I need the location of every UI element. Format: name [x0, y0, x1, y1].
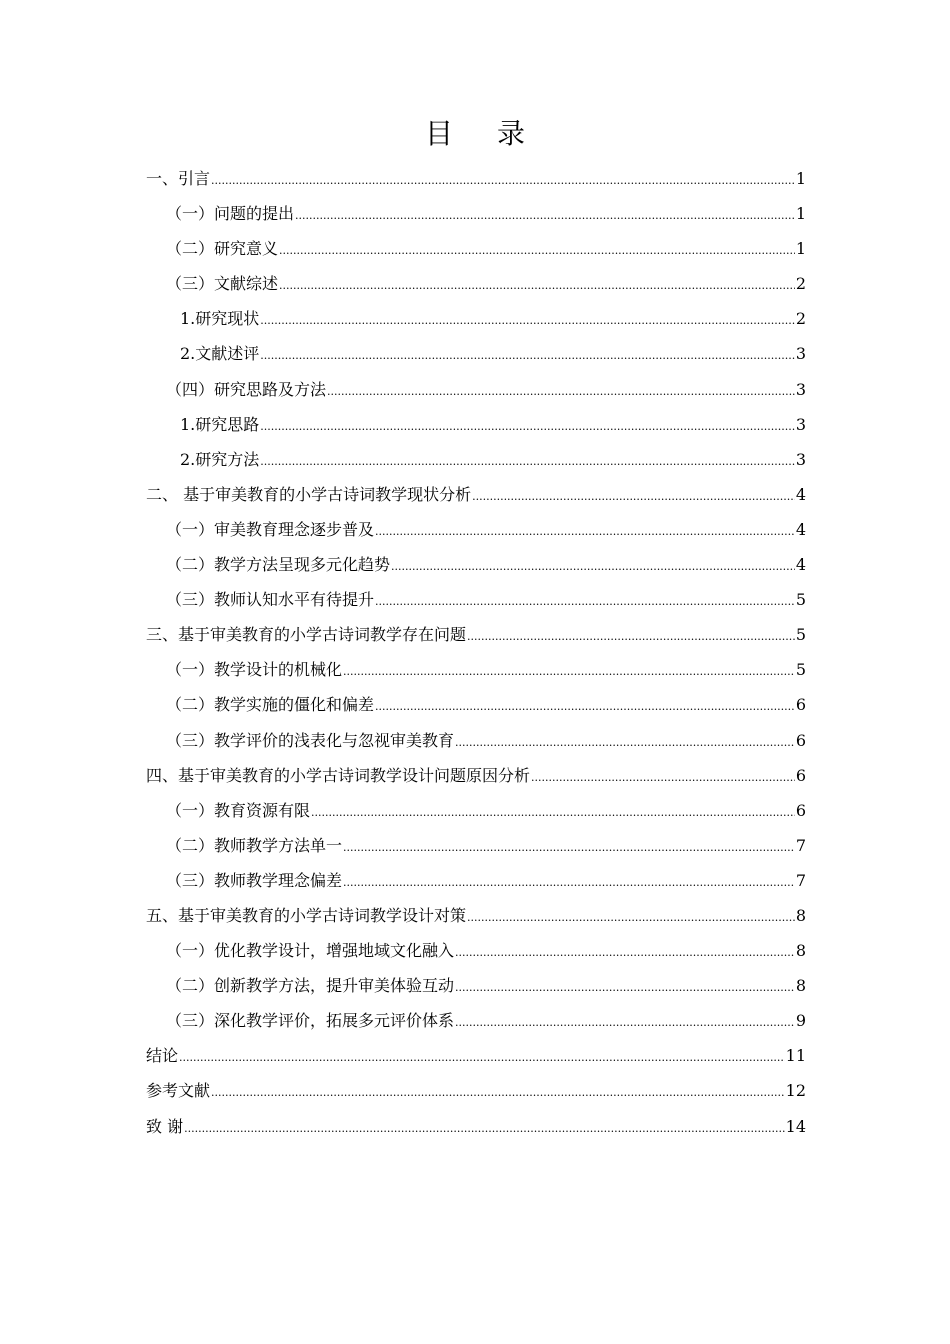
dot-leader [375, 689, 795, 724]
toc-entry[interactable] [146, 161, 806, 196]
toc-entry[interactable] [146, 372, 806, 407]
toc-entry[interactable] [146, 933, 806, 968]
toc-entry-label: 结论 [146, 1046, 179, 1066]
toc-entry-label: 2.研究方法 [180, 449, 260, 469]
toc-entry-page-number: 5 [795, 590, 806, 610]
toc-entry[interactable] [146, 758, 806, 793]
toc-entry-page-number: 6 [795, 800, 806, 820]
toc-entry-page-number: 3 [795, 344, 806, 364]
toc-entry[interactable] [146, 968, 806, 1003]
dot-leader [260, 303, 795, 338]
toc-entry-label: （一）教育资源有限 [166, 800, 311, 820]
toc-entry-page-number: 3 [795, 449, 806, 469]
dot-leader [391, 549, 795, 584]
toc-entry-label: （二）创新教学方法，提升审美体验互动 [166, 976, 455, 996]
toc-entry-label: 致 谢 [146, 1116, 184, 1136]
toc-entry-page-number: 6 [795, 730, 806, 750]
toc-entry[interactable] [146, 652, 806, 687]
dot-leader [455, 1005, 795, 1040]
toc-entry-label: 四、基于审美教育的小学古诗词教学设计问题原因分析 [146, 765, 531, 785]
title-char-1: 目 [424, 117, 453, 150]
dot-leader [211, 163, 795, 198]
dot-leader [375, 514, 795, 549]
dot-leader [184, 1111, 785, 1146]
dot-leader [311, 795, 795, 830]
toc-entry-page-number: 6 [795, 695, 806, 715]
toc-entry-label: （三）教师教学理念偏差 [166, 870, 343, 890]
toc-entry-page-number: 1 [795, 239, 806, 259]
toc-entry[interactable] [146, 1038, 806, 1073]
dot-leader [343, 865, 795, 900]
toc-entry-label: 1.研究思路 [180, 414, 260, 434]
toc-entry-label: （一）优化教学设计，增强地域文化融入 [166, 941, 455, 961]
toc-entry-label: （三）文献综述 [166, 274, 279, 294]
toc-entry-label: 1.研究现状 [180, 309, 260, 329]
title-char-2: 录 [497, 117, 526, 150]
toc-entry-label: （二）教师教学方法单一 [166, 835, 343, 855]
toc-entry[interactable] [146, 231, 806, 266]
toc-entry-label: （一）问题的提出 [166, 204, 295, 224]
toc-entry-page-number: 8 [795, 976, 806, 996]
toc-entry[interactable] [146, 793, 806, 828]
toc-entry-label: 一、引言 [146, 169, 211, 188]
toc-entry[interactable] [146, 266, 806, 301]
toc-entry-page-number: 9 [795, 1011, 806, 1031]
toc-entry[interactable] [146, 1003, 806, 1038]
dot-leader [260, 338, 795, 373]
toc-entry[interactable] [146, 1109, 806, 1144]
toc-entry-page-number: 8 [795, 905, 806, 925]
toc-entry-label: 2.文献述评 [180, 344, 260, 364]
toc-entry[interactable] [146, 336, 806, 371]
toc-entry-page-number: 4 [795, 519, 806, 539]
dot-leader [343, 830, 795, 865]
toc-entry-label: （一）审美教育理念逐步普及 [166, 519, 375, 539]
toc-entry-label: 参考文献 [146, 1081, 211, 1101]
toc-entry-page-number: 1 [795, 169, 806, 188]
toc-entry[interactable] [146, 477, 806, 512]
toc-entry-label: （二）教学方法呈现多元化趋势 [166, 555, 391, 575]
dot-leader [467, 619, 795, 654]
toc-entry[interactable] [146, 723, 806, 758]
toc-entry-page-number: 14 [785, 1116, 806, 1136]
toc-entry-label: 五、基于审美教育的小学古诗词教学设计对策 [146, 905, 467, 925]
dot-leader [260, 409, 795, 444]
toc-entry-page-number: 3 [795, 414, 806, 434]
dot-leader [179, 1040, 785, 1075]
toc-entry[interactable] [146, 898, 806, 933]
toc-entry[interactable] [146, 442, 806, 477]
dot-leader [455, 725, 795, 760]
dot-leader [279, 268, 795, 303]
toc-entry-label: （三）教学评价的浅表化与忽视审美教育 [166, 730, 455, 750]
toc-entry-page-number: 5 [795, 625, 806, 645]
toc-entry-label: （四）研究思路及方法 [166, 379, 327, 399]
toc-entry-page-number: 7 [795, 835, 806, 855]
toc-entry-page-number: 4 [795, 484, 806, 504]
toc-entry-page-number: 4 [795, 555, 806, 575]
dot-leader [467, 900, 795, 935]
toc-entry-page-number: 11 [785, 1046, 806, 1066]
toc-entry[interactable] [146, 1073, 806, 1108]
dot-leader [295, 198, 795, 233]
toc-entry-page-number: 5 [795, 660, 806, 680]
toc-entry[interactable] [146, 863, 806, 898]
toc-entry-page-number: 6 [795, 765, 806, 785]
toc-entry-label: （二）研究意义 [166, 239, 279, 259]
toc-entry[interactable] [146, 301, 806, 336]
toc-entry-label: （三）深化教学评价，拓展多元评价体系 [166, 1011, 455, 1031]
toc-entry-label: （三）教师认知水平有待提升 [166, 590, 375, 610]
toc-entry[interactable] [146, 512, 806, 547]
toc-entry-label: （二）教学实施的僵化和偏差 [166, 695, 375, 715]
page-title [0, 112, 950, 156]
toc-entry-page-number: 1 [795, 204, 806, 224]
toc-entry-page-number: 7 [795, 870, 806, 890]
dot-leader [327, 374, 795, 409]
toc-entry-page-number: 3 [795, 379, 806, 399]
toc-entry[interactable] [146, 407, 806, 442]
toc-entry[interactable] [146, 687, 806, 722]
toc-entry[interactable] [146, 196, 806, 231]
table-of-contents [146, 161, 806, 1144]
toc-entry-page-number: 2 [795, 309, 806, 329]
toc-entry[interactable] [146, 582, 806, 617]
dot-leader [343, 654, 795, 689]
toc-entry-page-number: 2 [795, 274, 806, 294]
dot-leader [455, 970, 795, 1005]
dot-leader [375, 584, 795, 619]
dot-leader [531, 760, 795, 795]
toc-entry-page-number: 8 [795, 941, 806, 961]
dot-leader [279, 233, 795, 268]
toc-entry[interactable] [146, 547, 806, 582]
dot-leader [211, 1075, 785, 1110]
toc-entry-label: 二、 基于审美教育的小学古诗词教学现状分析 [146, 484, 472, 504]
toc-entry-label: （一）教学设计的机械化 [166, 660, 343, 680]
dot-leader [455, 935, 795, 970]
dot-leader [472, 479, 795, 514]
toc-entry-label: 三、基于审美教育的小学古诗词教学存在问题 [146, 625, 467, 645]
toc-entry[interactable] [146, 828, 806, 863]
dot-leader [260, 444, 795, 479]
toc-entry[interactable] [146, 617, 806, 652]
toc-entry-page-number: 12 [785, 1081, 806, 1101]
